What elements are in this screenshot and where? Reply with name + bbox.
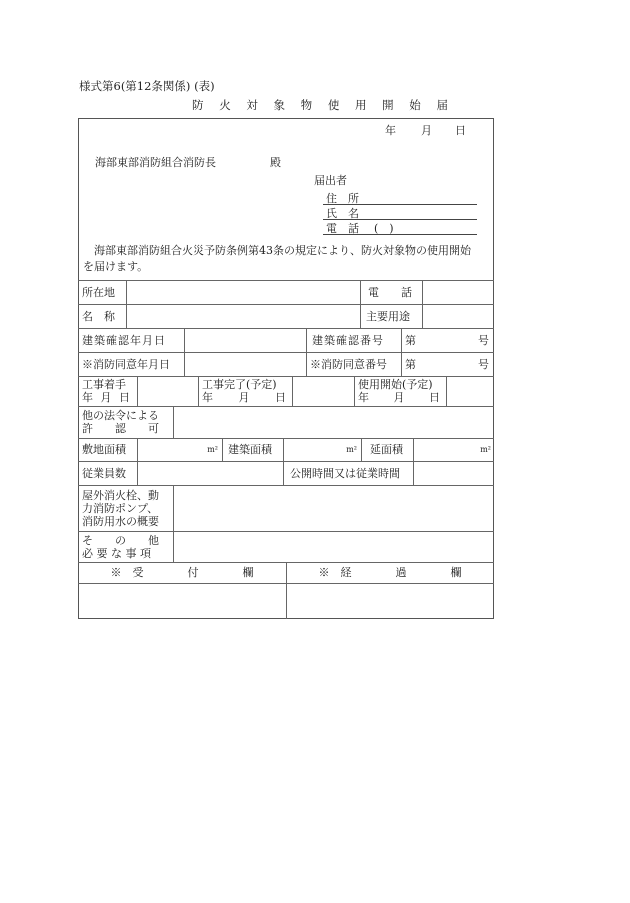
progress-label: ※ 経 過 欄 [318, 566, 462, 579]
construction-end-field[interactable] [293, 377, 354, 406]
employees-label: 従業員数 [82, 466, 126, 480]
site-area-field[interactable] [138, 438, 222, 461]
hydrant-line1: 屋外消火栓、動 [82, 488, 159, 502]
reception-label: ※ 受 付 欄 [110, 566, 254, 579]
no-prefix: 第 [405, 333, 416, 347]
phone-line[interactable] [323, 234, 477, 235]
name-label: 氏 名 [326, 207, 359, 220]
other-law-field[interactable] [174, 407, 493, 438]
building-area-label: 建築面積 [228, 443, 272, 456]
fire-consent-date-label: ※消防同意年月日 [82, 357, 170, 371]
construction-start-line2: 年 月 日 [82, 391, 132, 404]
building-confirm-date-label: 建築確認年月日 [82, 333, 166, 347]
unit-m2: m² [346, 445, 357, 454]
employees-field[interactable] [138, 462, 283, 485]
month-label: 月 [238, 391, 250, 404]
progress-field[interactable] [287, 584, 493, 618]
construction-start-field[interactable] [138, 377, 198, 406]
use-start-field[interactable] [447, 377, 493, 406]
name-field[interactable] [127, 305, 360, 328]
day-label: 日 [429, 391, 440, 404]
floor-area-label: 延面積 [370, 443, 403, 456]
year-label: 年 [358, 391, 369, 404]
statement-line1: 海部東部消防組合火災予防条例第43条の規定により、防火対象物の使用開始 [83, 244, 471, 257]
hours-field[interactable] [414, 462, 493, 485]
form-code: 様式第6(第12条関係) (表) [79, 79, 215, 93]
construction-end-ymd [202, 391, 286, 404]
main-use-field[interactable] [423, 305, 493, 328]
other-law-label [78, 406, 173, 438]
main-use-label: 主要用途 [366, 309, 410, 323]
hydrant-label [78, 485, 173, 531]
hydrant-field[interactable] [174, 486, 493, 531]
other-line1: そ の 他 [82, 533, 159, 547]
use-start-label [354, 376, 446, 406]
no-prefix: 第 [405, 357, 416, 371]
hydrant-line3: 消防用水の概要 [82, 514, 159, 528]
hydrant-line2: 力消防ポンプ、 [82, 501, 159, 515]
fire-consent-date-field[interactable] [185, 353, 306, 376]
form-title: 防 火 対 象 物 使 用 開 始 届 [192, 98, 454, 112]
other-line2: 必 要 な 事 項 [82, 546, 151, 560]
other-law-line1: 他の法令による [82, 409, 159, 422]
date-day: 日 [455, 124, 466, 137]
address-line[interactable] [323, 204, 477, 205]
site-area-label: 敷地面積 [82, 443, 126, 456]
other-law-line2: 許 認 可 [82, 422, 159, 435]
building-area-field[interactable] [284, 438, 361, 461]
no-suffix: 号 [478, 357, 489, 371]
construction-start-line1: 工事着手 [82, 378, 126, 391]
address-label: 住 所 [326, 192, 359, 205]
building-confirm-no-label: 建築確認番号 [312, 333, 384, 347]
month-label: 月 [393, 391, 405, 404]
phone-label: 電 話 [326, 222, 359, 235]
construction-end-label [198, 376, 292, 406]
building-confirm-date-field[interactable] [185, 329, 306, 352]
location-field[interactable] [127, 281, 360, 304]
floor-area-field[interactable] [414, 438, 494, 461]
name-line[interactable] [323, 219, 477, 220]
fire-consent-no-label: ※消防同意番号 [310, 357, 387, 371]
no-suffix: 号 [478, 333, 489, 347]
phone-table-label: 電 話 [368, 285, 412, 299]
day-label: 日 [275, 391, 286, 404]
fire-consent-no-field[interactable] [401, 352, 494, 376]
name-table-label: 名 称 [82, 309, 115, 323]
statement-line2: を届けます。 [83, 260, 149, 273]
unit-m2: m² [207, 445, 218, 454]
year-label: 年 [202, 391, 213, 404]
date-month: 月 [421, 124, 432, 137]
construction-end-line1: 工事完了(予定) [202, 378, 277, 391]
notifier-label: 届出者 [314, 174, 347, 187]
unit-m2: m² [480, 445, 491, 454]
reception-field[interactable] [79, 584, 286, 618]
construction-start-label [78, 376, 137, 406]
other-matters-label [78, 531, 173, 562]
location-label: 所在地 [82, 285, 115, 299]
phone-field[interactable] [423, 281, 493, 304]
building-confirm-no-field[interactable] [401, 328, 494, 352]
other-matters-field[interactable] [174, 532, 493, 562]
hours-label: 公開時間又は従業時間 [290, 466, 400, 480]
use-start-line1: 使用開始(予定) [358, 378, 433, 391]
date-year: 年 [385, 124, 396, 137]
honorific: 殿 [270, 156, 281, 169]
use-start-ymd [358, 391, 440, 404]
phone-parens: ( ) [374, 222, 394, 235]
addressee: 海部東部消防組合消防長 [95, 156, 216, 169]
